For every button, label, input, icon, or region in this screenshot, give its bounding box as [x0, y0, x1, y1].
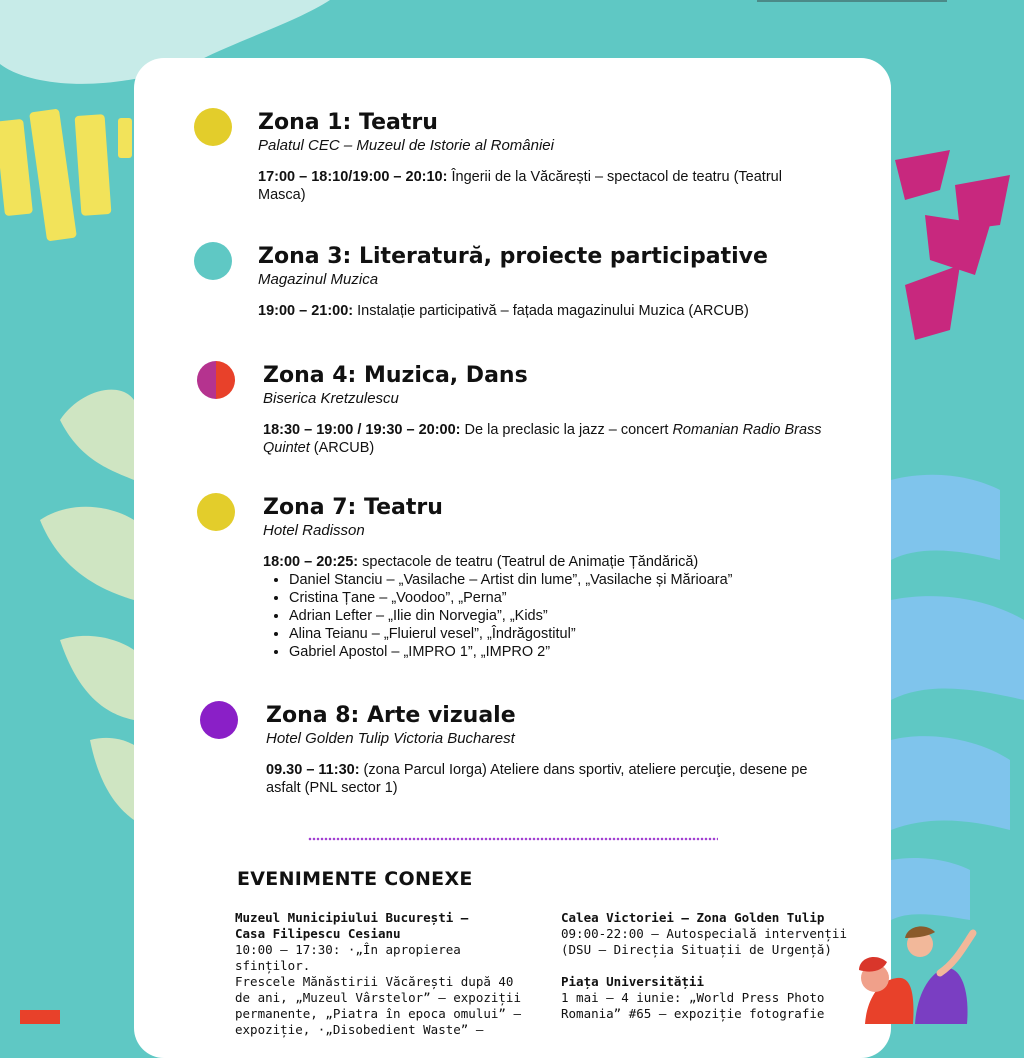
event-text: De la preclasic la jazz – concert	[460, 422, 673, 438]
event-line: 10:00 – 17:30: ·„În apropierea sfinților.	[235, 942, 461, 973]
zone-description	[266, 761, 826, 797]
event-text: Îngerii de la Văcărești – spectacol de teatru (Teatrul Masca)	[258, 169, 782, 203]
zone-title: Zona 4: Muzica, Dans	[263, 363, 528, 388]
list-item: • Cristina Țane – „Voodoo”, „Perna”	[289, 589, 823, 607]
list-item: • Daniel Stanciu – „Vasilache – Artist din lume”, „Vasilache și Mărioara”	[289, 571, 823, 589]
event-line: Frescele Mănăstirii Văcărești după 40	[235, 974, 514, 989]
ensemble-name: Romanian Radio Brass Quintet	[263, 422, 822, 456]
yellow-dot-icon	[194, 108, 232, 146]
event-line: Romania” #65 – expoziție fotografie	[561, 1006, 825, 1021]
zone-title: Zona 8: Arte vizuale	[266, 703, 516, 728]
venue-heading: Casa Filipescu Cesianu	[235, 926, 401, 941]
related-events-left	[235, 910, 535, 1038]
zone-description	[258, 302, 818, 320]
event-text: Instalație participativă – fațada magazinului Muzica (ARCUB)	[353, 303, 749, 319]
event-line: (DSU – Direcția Situații de Urgență)	[561, 942, 832, 957]
zone-venue: Hotel Radisson	[263, 522, 365, 539]
zone-description	[263, 421, 823, 457]
list-item: • Adrian Lefter – „Ilie din Norvegia”, „Kids”	[289, 607, 823, 625]
event-line: 09:00-22:00 – Autospecială intervenții	[561, 926, 847, 941]
zone-venue: Biserica Kretzulescu	[263, 390, 399, 407]
time-range: 09.30 – 11:30:	[266, 762, 360, 778]
zone-title: Zona 1: Teatru	[258, 110, 438, 135]
zone-description	[258, 168, 818, 204]
section-title: EVENIMENTE CONEXE	[237, 868, 473, 890]
list-item: • Gabriel Apostol – „IMPRO 1”, „IMPRO 2”	[289, 643, 823, 661]
split-color-dot-icon	[197, 361, 235, 399]
zone-title: Zona 7: Teatru	[263, 495, 443, 520]
time-range: 18:30 – 19:00 / 19:30 – 20:00:	[263, 422, 461, 438]
venue-heading: Calea Victoriei – Zona Golden Tulip	[561, 910, 825, 925]
list-item: • Alina Teianu – „Fluierul vesel”, „Îndrăgostitul”	[289, 625, 823, 643]
purple-dot-icon	[200, 701, 238, 739]
time-range: 19:00 – 21:00:	[258, 303, 354, 319]
time-range: 18:00 – 20:25:	[263, 554, 359, 570]
performance-list	[263, 571, 823, 661]
top-edge-strip	[757, 0, 947, 2]
event-line: de ani, „Muzeul Vârstelor” – expoziții	[235, 990, 521, 1005]
venue-heading: Piața Universității	[561, 974, 704, 989]
venue-heading: Muzeul Municipiului București –	[235, 910, 469, 925]
dancing-couple-illustration	[845, 918, 1015, 1024]
zone-title: Zona 3: Literatură, proiecte participative	[258, 244, 768, 269]
event-line: expoziție, ·„Disobedient Waste” –	[235, 1022, 484, 1037]
zone-venue: Hotel Golden Tulip Victoria Bucharest	[266, 730, 515, 747]
time-range: 17:00 – 18:10/19:00 – 20:10:	[258, 169, 448, 185]
zone-venue: Palatul CEC – Muzeul de Istorie al României	[258, 137, 554, 154]
yellow-dot-icon	[197, 493, 235, 531]
teal-dot-icon	[194, 242, 232, 280]
zone-venue: Magazinul Muzica	[258, 271, 379, 288]
event-line: 1 mai – 4 iunie: „World Press Photo	[561, 990, 825, 1005]
dotted-divider	[308, 837, 718, 841]
event-line: permanente, „Piatra în epoca omului” –	[235, 1006, 521, 1021]
zone-description	[263, 553, 823, 661]
event-text: spectacole de teatru (Teatrul de Animație Țăndărică)	[358, 554, 699, 570]
related-events-right	[561, 910, 851, 1022]
event-organizer: (ARCUB)	[309, 440, 375, 456]
event-text: (zona Parcul Iorga) Ateliere dans sportiv, ateliere percuţie, desene pe asfalt (PNL sector 1)	[266, 762, 808, 796]
